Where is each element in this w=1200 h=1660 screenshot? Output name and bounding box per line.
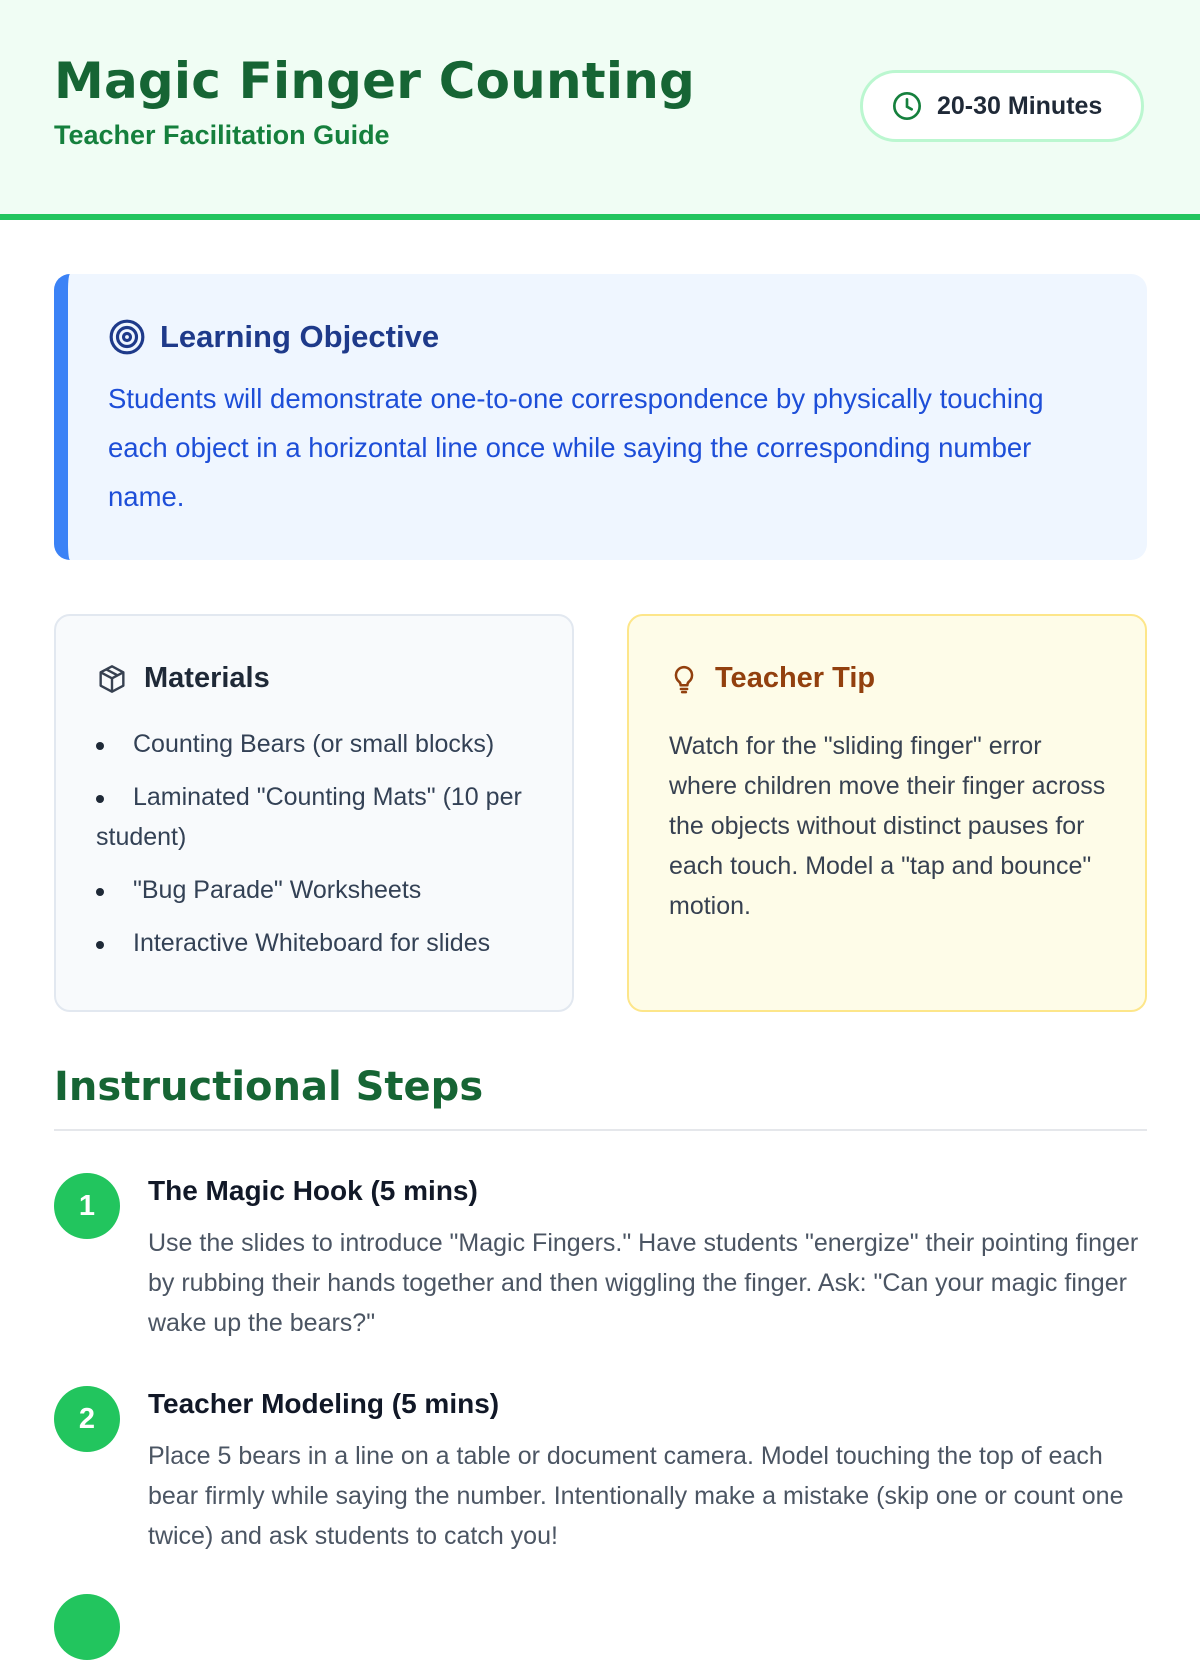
materials-list bbox=[96, 724, 536, 976]
step-number-badge: 2 bbox=[54, 1386, 120, 1452]
step-title: Teacher Modeling (5 mins) bbox=[148, 1388, 500, 1419]
tip-heading: Teacher Tip bbox=[715, 662, 876, 694]
materials-card bbox=[54, 614, 574, 1012]
step-description: Place 5 bears in a line on a table or document camera. Model touching the top of each bear firmly while saying the number. Intentionally make a mistake (skip one or count one twice) and ask students to catch you! bbox=[148, 1442, 1124, 1550]
page-title: Magic Finger Counting bbox=[54, 52, 695, 110]
step-description: Use the slides to introduce "Magic Fingers." Have students "energize" their pointing finger by rubbing their hands together and then wiggling the finger. Ask: "Can your magic finger wake up the bears?" bbox=[148, 1229, 1139, 1337]
tip-text: Watch for the "sliding finger" error where children move their finger across the objects without distinct pauses for each touch. Model a "tap and bounce" motion. bbox=[669, 732, 1106, 920]
list-item: Interactive Whiteboard for slides bbox=[96, 923, 536, 963]
list-item: Counting Bears (or small blocks) bbox=[96, 724, 536, 764]
box-icon bbox=[96, 663, 128, 695]
objective-text: Students will demonstrate one-to-one correspondence by physically touching each object in a horizontal line once while saying the corresponding number name. bbox=[108, 383, 1044, 512]
list-item: "Bug Parade" Worksheets bbox=[96, 870, 536, 910]
lightbulb-icon bbox=[669, 663, 699, 695]
target-icon bbox=[108, 318, 146, 356]
step-number-badge bbox=[54, 1594, 120, 1660]
teacher-tip-card bbox=[627, 614, 1147, 1012]
steps-heading: Instructional Steps bbox=[54, 1064, 484, 1110]
learning-objective-card bbox=[54, 274, 1147, 560]
list-item: Laminated "Counting Mats" (10 per student) bbox=[96, 777, 536, 857]
page-subtitle: Teacher Facilitation Guide bbox=[54, 120, 390, 150]
section-divider bbox=[54, 1129, 1147, 1131]
objective-heading: Learning Objective bbox=[160, 319, 440, 354]
step-number-badge: 1 bbox=[54, 1173, 120, 1239]
page-header bbox=[0, 0, 1200, 220]
duration-label: 20-30 Minutes bbox=[937, 91, 1103, 120]
step-title: The Magic Hook (5 mins) bbox=[148, 1175, 478, 1206]
duration-badge bbox=[860, 70, 1144, 142]
materials-heading: Materials bbox=[144, 662, 270, 694]
clock-icon bbox=[891, 90, 923, 122]
